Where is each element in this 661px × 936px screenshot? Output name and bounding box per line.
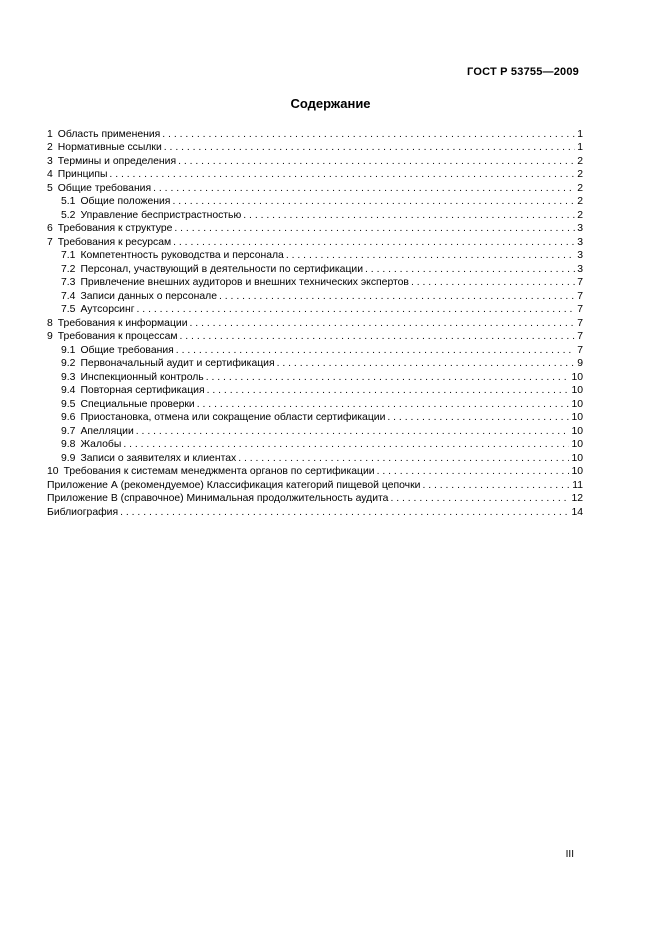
toc-entry-page: 2: [577, 182, 583, 194]
toc-entry-title: Жалобы: [80, 439, 122, 450]
toc-entry-page: 2: [577, 196, 583, 207]
toc-entry-number: 9.9: [61, 452, 76, 464]
toc-entry-number: 7.1: [61, 250, 76, 261]
toc-entry-page: 7: [577, 277, 583, 288]
toc-entry-page: 10: [571, 371, 583, 383]
toc-entry-number: 3: [47, 155, 53, 167]
dot-leader: [238, 452, 569, 465]
toc-entry-number: 6: [47, 223, 53, 234]
page-number: III: [565, 849, 574, 860]
toc-entry-title: Повторная сертификация: [80, 385, 205, 396]
toc-entry-number: 8: [47, 317, 53, 329]
toc-entry-page: 10: [571, 452, 583, 464]
toc-entry[interactable]: [47, 195, 583, 209]
toc-entry-number: 7: [47, 236, 53, 248]
toc-entry-number: 5: [47, 182, 53, 194]
toc-entry-page: 2: [577, 169, 583, 180]
toc-entry-page: 7: [577, 290, 583, 302]
toc-entry-page: 1: [577, 128, 583, 140]
toc-entry-number: 9.5: [61, 398, 76, 410]
dot-leader: [109, 168, 575, 181]
toc-entry[interactable]: [47, 181, 583, 195]
toc-entry-number: 4: [47, 169, 53, 180]
toc-entry-page: 3: [577, 236, 583, 248]
dot-leader: [206, 371, 570, 384]
toc-entry-page: 9: [577, 358, 583, 369]
dot-leader: [286, 249, 575, 262]
toc-entry[interactable]: [47, 411, 583, 425]
toc-entry-number: 10: [47, 466, 59, 477]
dot-leader: [377, 465, 570, 478]
toc-entry[interactable]: [47, 505, 583, 519]
toc-entry-number: 9: [47, 331, 53, 342]
toc-entry[interactable]: [47, 424, 583, 438]
toc-entry-number: 9.2: [61, 358, 76, 369]
dot-leader: [162, 128, 575, 141]
toc-entry-page: 10: [571, 425, 583, 437]
dot-leader: [123, 438, 569, 451]
toc-entry[interactable]: [47, 492, 583, 506]
toc-entry-title: Общие требования: [57, 182, 152, 194]
dot-leader: [387, 411, 569, 424]
dot-leader: [153, 182, 575, 195]
dot-leader: [219, 290, 575, 303]
toc-entry-page: 7: [577, 344, 583, 356]
dot-leader: [180, 330, 576, 343]
dot-leader: [411, 276, 575, 289]
toc-entry-number: 9.7: [61, 425, 76, 437]
toc-entry-title: Требования к системам менеджмента органов по сертификации: [63, 466, 375, 477]
toc-entry-title: Управление беспристрастностью: [80, 209, 242, 221]
toc-entry-title: Приложение В (справочное) Минимальная продолжительность аудита: [47, 493, 389, 504]
toc-entry-title: Записи данных о персонале: [80, 290, 217, 302]
toc-entry[interactable]: [47, 262, 583, 276]
toc-entry-number: 5.1: [61, 196, 76, 207]
toc-entry-number: 7.3: [61, 277, 76, 288]
toc-entry-title: Записи о заявителях и клиентах: [80, 452, 237, 464]
toc-entry[interactable]: [47, 276, 583, 290]
toc-entry-page: 11: [572, 479, 583, 491]
toc-entry-title: Общие положения: [80, 196, 171, 207]
page-title: Содержание: [290, 96, 371, 111]
toc-entry-title: Привлечение внешних аудиторов и внешних технических экспертов: [80, 277, 409, 288]
dot-leader: [173, 236, 575, 249]
toc-entry[interactable]: [47, 127, 583, 141]
toc-entry-number: 1: [47, 128, 53, 140]
toc-entry-title: Требования к ресурсам: [57, 236, 172, 248]
dot-leader: [365, 263, 575, 276]
toc-entry-title: Компетентность руководства и персонала: [80, 250, 284, 261]
toc-entry-title: Приостановка, отмена или сокращение области сертификации: [80, 412, 386, 423]
toc-entry-page: 10: [571, 466, 583, 477]
toc-entry-page: 7: [577, 331, 583, 342]
dot-leader: [390, 492, 569, 505]
toc-entry-number: 9.4: [61, 385, 76, 396]
toc-entry[interactable]: [47, 465, 583, 479]
toc-entry-page: 10: [571, 398, 583, 410]
toc-entry-title: Общие требования: [80, 344, 174, 356]
toc-entry[interactable]: [47, 384, 583, 398]
toc-entry-page: 3: [577, 250, 583, 261]
toc-entry[interactable]: [47, 343, 583, 357]
toc-entry-title: Термины и определения: [57, 155, 177, 167]
dot-leader: [277, 357, 575, 370]
toc-entry-title: Первоначальный аудит и сертификация: [80, 358, 275, 369]
toc-entry[interactable]: [47, 438, 583, 452]
toc-entry[interactable]: [47, 357, 583, 371]
toc-entry[interactable]: [47, 330, 583, 344]
toc-entry-title: Персонал, участвующий в деятельности по сертификации: [80, 263, 364, 275]
toc-entry-title: Библиография: [47, 506, 119, 518]
toc-entry-title: Приложение А (рекомендуемое) Классификация категорий пищевой цепочки: [47, 479, 421, 491]
toc-entry-title: Требования к структуре: [57, 223, 173, 234]
toc-entry-page: 12: [571, 493, 583, 504]
toc-entry-title: Требования к процессам: [57, 331, 178, 342]
toc-entry-number: 9.1: [61, 344, 76, 356]
dot-leader: [164, 141, 575, 154]
dot-leader: [120, 506, 569, 519]
dot-leader: [178, 155, 575, 168]
dot-leader: [197, 398, 570, 411]
dot-leader: [136, 425, 570, 438]
toc-entry-title: Специальные проверки: [80, 398, 195, 410]
toc-entry-number: 9.8: [61, 439, 76, 450]
toc-entry[interactable]: [47, 370, 583, 384]
toc-entry[interactable]: [47, 208, 583, 222]
toc-entry[interactable]: [47, 222, 583, 236]
toc-entry-title: Область применения: [57, 128, 161, 140]
toc-entry[interactable]: [47, 141, 583, 155]
toc-entry-page: 14: [571, 506, 583, 518]
toc-entry-number: 5.2: [61, 209, 76, 221]
toc-entry-page: 7: [577, 317, 583, 329]
toc-entry[interactable]: [47, 154, 583, 168]
toc-entry-page: 1: [577, 142, 583, 153]
dot-leader: [176, 344, 575, 357]
toc-entry-title: Апелляции: [80, 425, 134, 437]
toc-entry-page: 10: [571, 439, 583, 450]
document-id: ГОСТ Р 53755—2009: [467, 66, 579, 78]
toc-entry-page: 7: [577, 304, 583, 315]
toc-entry-title: Инспекционный контроль: [80, 371, 204, 383]
toc-entry[interactable]: [47, 397, 583, 411]
toc-entry-page: 10: [571, 412, 583, 423]
toc-entry[interactable]: [47, 451, 583, 465]
toc-entry-page: 10: [571, 385, 583, 396]
dot-leader: [137, 303, 575, 316]
dot-leader: [207, 384, 570, 397]
toc-entry-number: 7.4: [61, 290, 76, 302]
toc-entry[interactable]: [47, 249, 583, 263]
toc-entry[interactable]: [47, 303, 583, 317]
toc-entry-number: 9.3: [61, 371, 76, 383]
toc-entry[interactable]: [47, 289, 583, 303]
toc-entry-page: 2: [577, 209, 583, 221]
dot-leader: [172, 195, 575, 208]
toc-entry-page: 3: [577, 223, 583, 234]
dot-leader: [174, 222, 575, 235]
toc-entry-title: Аутсорсинг: [80, 304, 135, 315]
toc-entry-number: 7.2: [61, 263, 76, 275]
dot-leader: [422, 479, 570, 492]
toc-entry-title: Нормативные ссылки: [57, 142, 162, 153]
toc-entry-page: 2: [577, 155, 583, 167]
dot-leader: [190, 317, 575, 330]
toc-entry-number: 9.6: [61, 412, 76, 423]
table-of-contents: [47, 127, 583, 519]
toc-entry-title: Принципы: [57, 169, 108, 180]
toc-entry-title: Требования к информации: [57, 317, 188, 329]
toc-entry[interactable]: [47, 168, 583, 182]
toc-entry-number: 2: [47, 142, 53, 153]
dot-leader: [243, 209, 575, 222]
toc-entry[interactable]: [47, 478, 583, 492]
toc-entry-number: 7.5: [61, 304, 76, 315]
toc-entry-page: 3: [577, 263, 583, 275]
toc-entry[interactable]: [47, 316, 583, 330]
toc-entry[interactable]: [47, 235, 583, 249]
